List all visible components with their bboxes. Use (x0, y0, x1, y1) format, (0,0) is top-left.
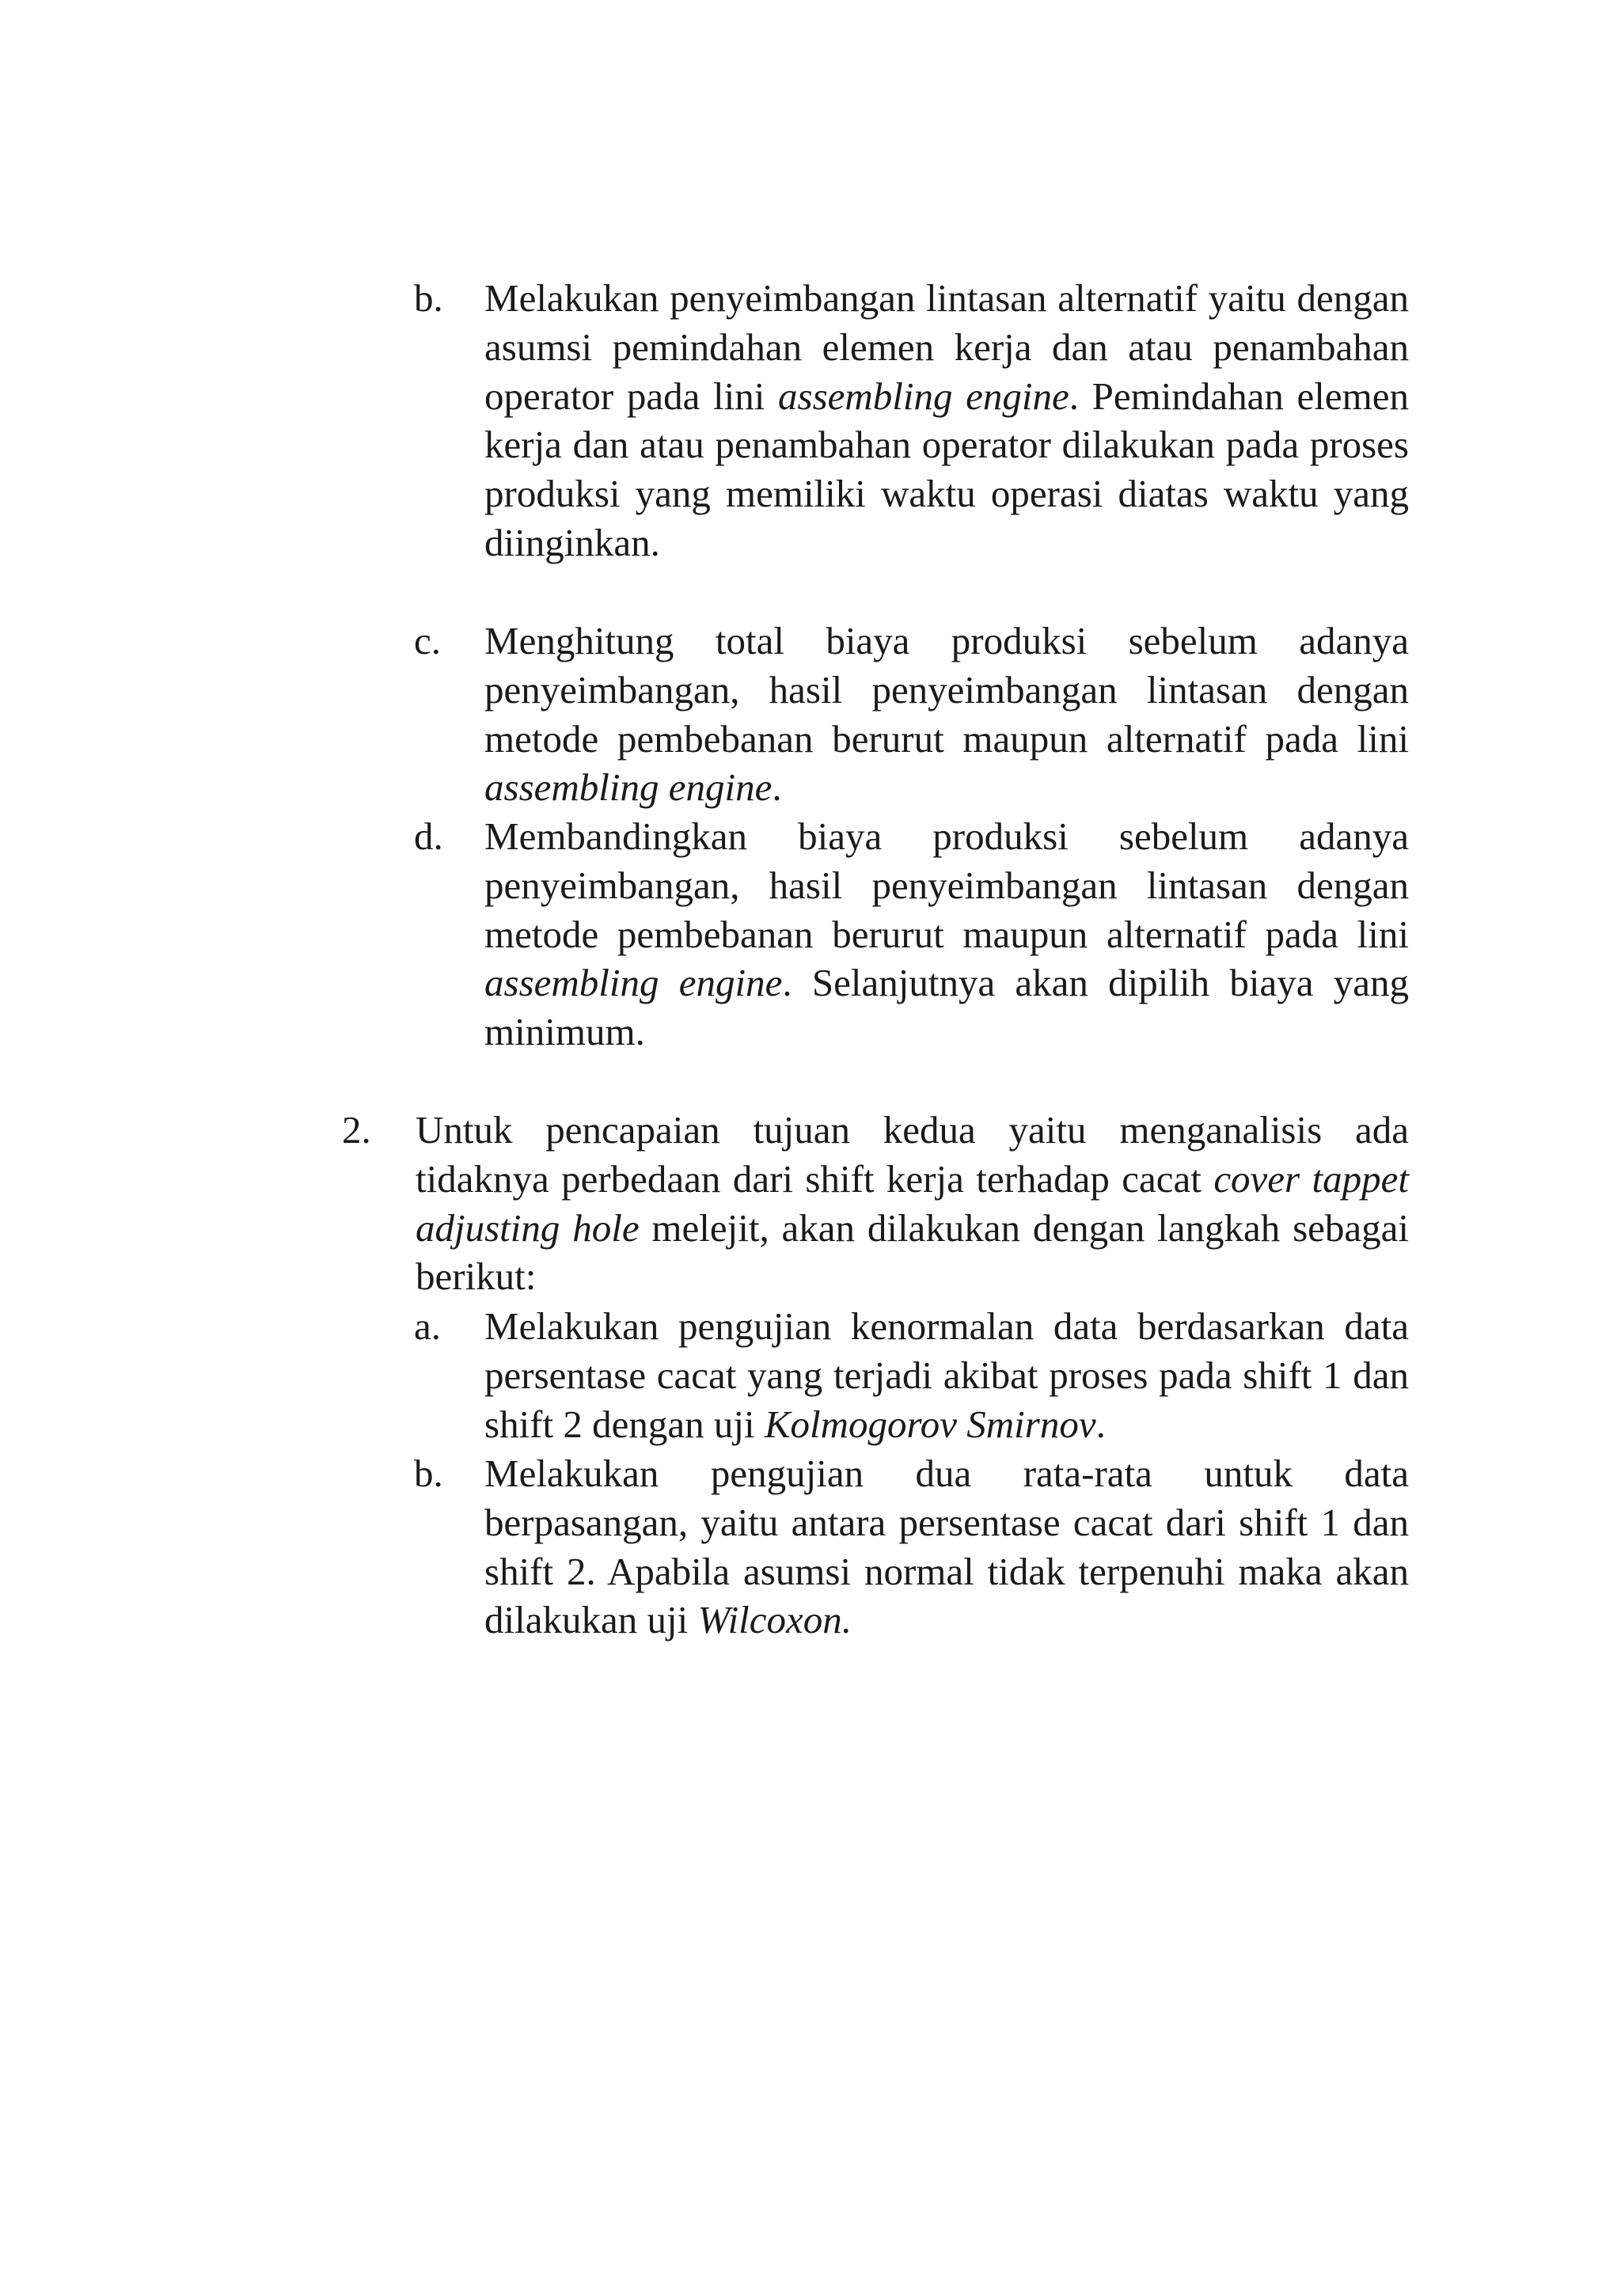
list-item-2-text-part-2: melejit, akan dilakukan dengan langkah sebagai berikut: (416, 1205, 1410, 1299)
list-item-d-text-part-2: . Selanjutnya akan dipilih biaya yang minimum. (484, 961, 1409, 1054)
list-marker-c: c. (414, 619, 441, 662)
sublist-item-b (484, 1449, 1409, 1645)
list-item-c-text-part-2: . (772, 765, 782, 810)
list-item-c (484, 617, 1409, 812)
list-item-b (484, 274, 1409, 567)
sublist-marker-b: b. (414, 1452, 443, 1495)
list-marker-b: b. (414, 276, 443, 320)
list-item-c-text-part-1: Menghitung total biaya produksi sebelum adanya penyeimbangan, hasil penyeimbangan lintasan dengan metode pembebanan berurut maupun alternatif pada lini (484, 619, 1409, 761)
list-item-b-italic-term: assembling engine (778, 374, 1069, 418)
list-item-c-italic-term: assembling engine (484, 765, 773, 810)
sublist-item-b-italic-term: Wilcoxon. (697, 1598, 852, 1642)
list-item-b-text-part-1: Melakukan penyeimbangan lintasan alternatif yaitu dengan asumsi pemindahan elemen kerja dan atau penambahan operator pada lini (484, 276, 1409, 418)
sublist-item-b-text-part-1: Melakukan pengujian dua rata-rata untuk data berpasangan, yaitu antara persentase cacat dari shift 1 dan shift 2. Apabila asumsi normal tidak terpenuhi maka akan dilakukan uji (484, 1452, 1409, 1642)
sublist-item-b-text (484, 1449, 1409, 1645)
list-item-d-italic-term: assembling engine (484, 961, 783, 1005)
sublist-item-a-text-part-2: . (1095, 1402, 1106, 1446)
list-item-2-text (416, 1106, 1409, 1301)
list-item-2 (416, 1106, 1409, 1301)
sublist-item-a (484, 1302, 1409, 1448)
list-item-b-text-part-2: . Pemindahan elemen kerja dan atau penambahan operator dilakukan pada proses produksi yang memiliki waktu operasi diatas waktu yang diinginkan. (484, 374, 1409, 564)
sublist-item-a-italic-term: Kolmogorov Smirnov (764, 1402, 1096, 1446)
list-item-d-text (484, 812, 1409, 1057)
list-item-2-text-part-1: Untuk pencapaian tujuan kedua yaitu menganalisis ada tidaknya perbedaan dari shift kerja terhadap cacat (416, 1108, 1409, 1201)
list-item-2-italic-term: cover tappet adjusting hole (416, 1156, 1409, 1250)
list-item-c-text (484, 617, 1409, 812)
list-item-b-text (484, 274, 1409, 567)
list-item-d-text-part-1: Membandingkan biaya produksi sebelum adanya penyeimbangan, hasil penyeimbangan lintasan dengan metode pembebanan berurut maupun alternatif pada lini (484, 814, 1409, 956)
list-item-d (484, 812, 1409, 1057)
sublist-item-a-text (484, 1302, 1409, 1448)
sublist-item-a-text-part-1: Melakukan pengujian kenormalan data berdasarkan data persentase cacat yang terjadi akibat proses pada shift 1 dan shift 2 dengan uji (484, 1304, 1409, 1446)
list-marker-d: d. (414, 814, 443, 858)
sublist-marker-a: a. (414, 1304, 441, 1348)
list-marker-2: 2. (342, 1108, 371, 1152)
